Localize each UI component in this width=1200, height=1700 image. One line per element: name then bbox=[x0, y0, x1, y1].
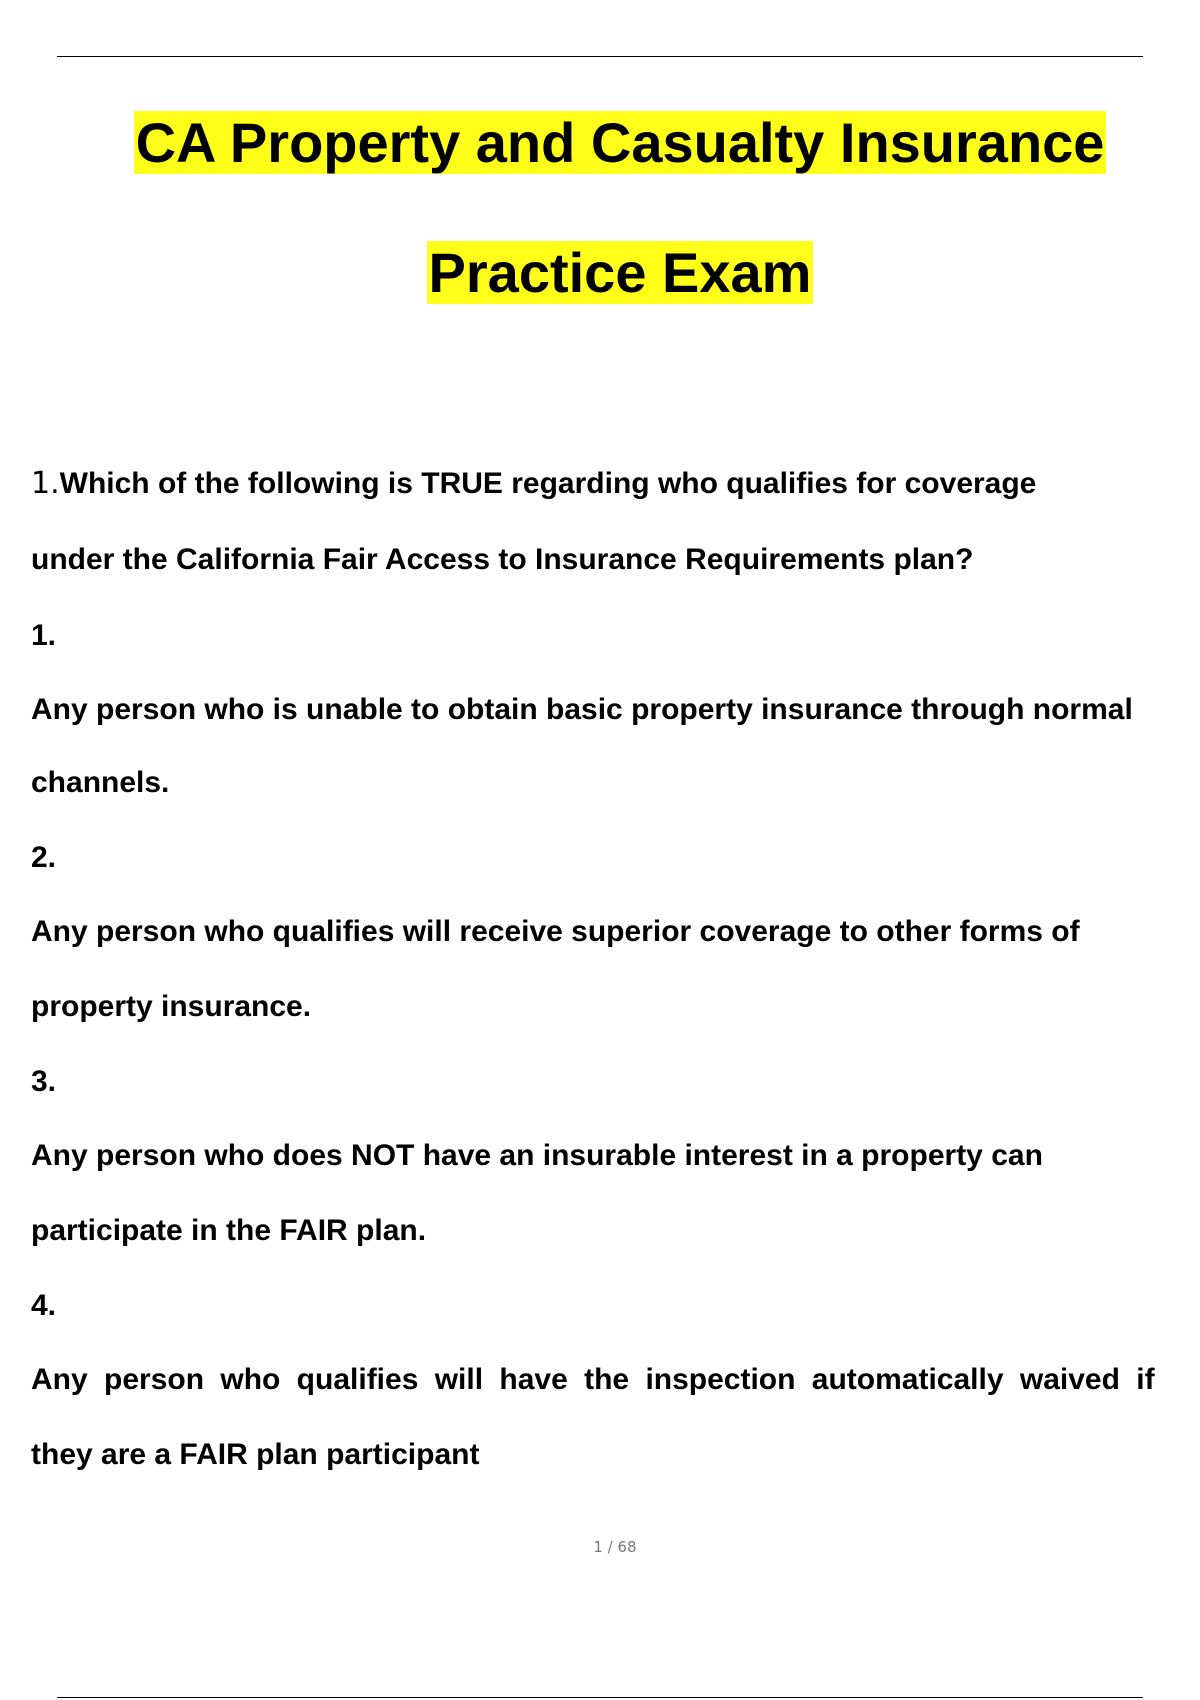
option-3-line-2: participate in the FAIR plan. bbox=[31, 1214, 427, 1247]
question-line-2: under the California Fair Access to Insurance Requirements plan? bbox=[31, 543, 974, 576]
option-4-line-2: they are a FAIR plan participant bbox=[31, 1438, 480, 1471]
title-highlight-1: CA Property and Casualty Insurance bbox=[135, 111, 1105, 174]
option-2-line-2: property insurance. bbox=[31, 990, 312, 1023]
top-divider bbox=[57, 56, 1143, 57]
option-4-number: 4. bbox=[31, 1289, 57, 1322]
question-line-1 bbox=[31, 466, 1036, 502]
option-3-number: 3. bbox=[31, 1065, 57, 1098]
option-1-number: 1. bbox=[31, 619, 57, 652]
question-number: 1. bbox=[31, 466, 60, 501]
document-title-line-2 bbox=[0, 240, 1200, 306]
option-1-line-1: Any person who is unable to obtain basic property insurance through normal bbox=[31, 693, 1133, 726]
option-2-number: 2. bbox=[31, 841, 57, 874]
bottom-divider bbox=[57, 1697, 1143, 1698]
page-indicator: 1 / 68 bbox=[593, 1538, 637, 1556]
option-4-line-1: Any person who qualifies will have the inspection automatically waived if bbox=[31, 1363, 1155, 1396]
option-1-line-2: channels. bbox=[31, 766, 170, 799]
option-3-line-1: Any person who does NOT have an insurable interest in a property can bbox=[31, 1139, 1043, 1172]
option-2-line-1: Any person who qualifies will receive superior coverage to other forms of bbox=[31, 915, 1080, 948]
document-title-line-1 bbox=[0, 110, 1200, 176]
question-text-1: Which of the following is TRUE regarding who qualifies for coverage bbox=[59, 467, 1037, 500]
title-highlight-2: Practice Exam bbox=[428, 241, 812, 304]
